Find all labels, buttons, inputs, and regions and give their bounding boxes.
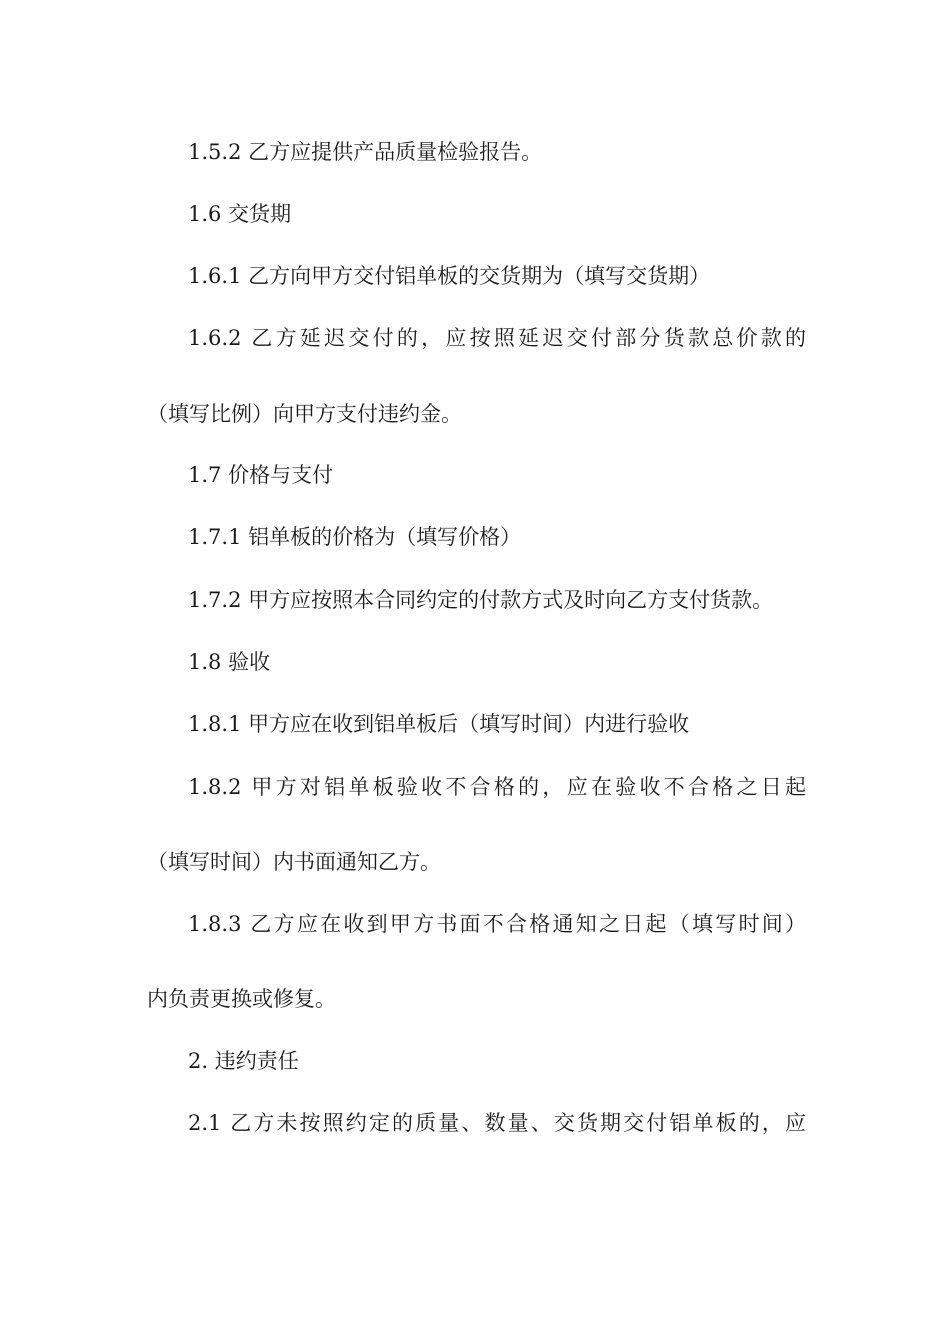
clause-1-7-1: 1.7.1 铝单板的价格为（填写价格） xyxy=(188,525,522,549)
clause-2-1-line-1: 2.1 乙方未按照约定的质量、数量、交货期交付铝单板的，应 xyxy=(188,1111,806,1135)
clause-1-7-2: 1.7.2 甲方应按照本合同约定的付款方式及时向乙方支付货款。 xyxy=(188,588,774,612)
clause-1-8-2-line-1: 1.8.2 甲方对铝单板验收不合格的，应在验收不合格之日起 xyxy=(188,775,806,799)
section-1-8-heading: 1.8 验收 xyxy=(188,650,271,674)
section-2-heading: 2. 违约责任 xyxy=(188,1049,299,1073)
clause-1-8-3-line-1: 1.8.3 乙方应在收到甲方书面不合格通知之日起（填写时间） xyxy=(188,912,806,936)
clause-1-6-2-line-1: 1.6.2 乙方延迟交付的，应按照延迟交付部分货款总价款的 xyxy=(188,326,806,350)
clause-1-6-1: 1.6.1 乙方向甲方交付铝单板的交货期为（填写交货期） xyxy=(188,264,711,288)
clause-1-8-2-line-2: （填写时间）内书面通知乙方。 xyxy=(147,850,441,874)
clause-1-5-2: 1.5.2 乙方应提供产品质量检验报告。 xyxy=(188,140,543,164)
clause-1-8-3-line-2: 内负责更换或修复。 xyxy=(147,987,336,1011)
clause-1-6-2-line-2: （填写比例）向甲方支付违约金。 xyxy=(147,402,462,426)
section-1-6-heading: 1.6 交货期 xyxy=(188,202,292,226)
section-1-7-heading: 1.7 价格与支付 xyxy=(188,463,334,487)
clause-1-8-1: 1.8.1 甲方应在收到铝单板后（填写时间）内进行验收 xyxy=(188,712,690,736)
